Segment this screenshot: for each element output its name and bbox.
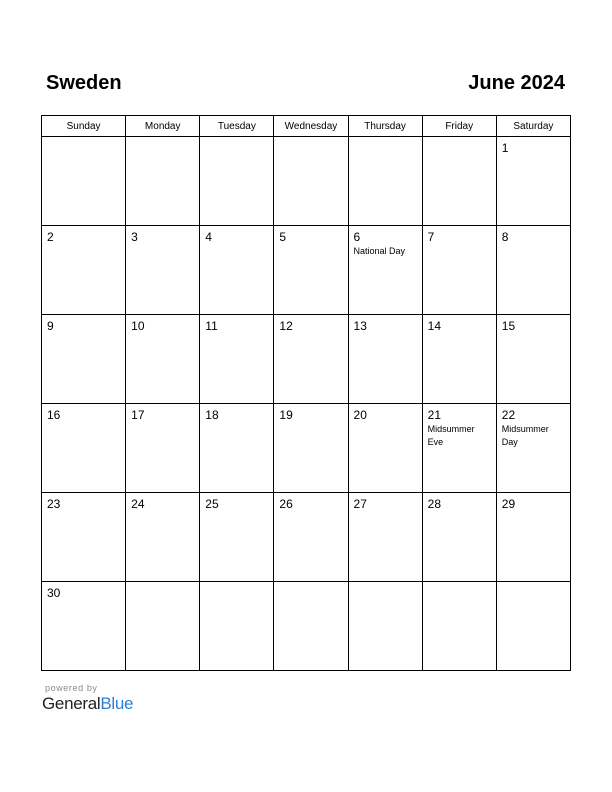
day-number: 19 [279,408,293,422]
weekday-header: Friday [422,116,496,137]
day-cell [496,226,570,315]
weekday-header: Sunday [42,116,126,137]
day-number: 5 [279,230,287,244]
day-number: 16 [47,408,61,422]
day-number: 8 [501,230,509,244]
powered-by-label: powered by [45,683,98,693]
month-year-title: June 2024 [468,72,565,94]
day-cell [126,404,200,493]
day-cell [422,315,496,404]
day-cell [42,137,126,226]
day-number: 15 [501,319,516,333]
day-number: 3 [131,230,138,244]
day-cell [496,404,570,493]
day-cell [200,404,274,493]
day-cell [348,226,422,315]
day-cell [274,315,348,404]
week-row [42,582,571,671]
day-cell [200,493,274,582]
day-number: 26 [279,497,293,511]
day-cell [126,137,200,226]
weekday-header-row [42,116,571,137]
day-cell [126,315,200,404]
week-row [42,137,571,226]
day-number: 21 [427,408,442,422]
day-cell [496,493,570,582]
day-number: 10 [131,319,145,333]
day-cell [422,404,496,493]
day-cell [200,315,274,404]
day-number: 22 [501,408,516,422]
week-row [42,493,571,582]
day-number: 27 [353,497,367,511]
day-number: 28 [427,497,442,511]
day-cell [126,582,200,671]
day-cell [274,137,348,226]
holiday-label: Midsummer Day [501,424,549,447]
holiday-label: National Day [353,246,406,256]
day-number: 2 [47,230,54,244]
day-number: 14 [427,319,442,333]
day-number: 7 [427,230,435,244]
day-cell [422,493,496,582]
day-cell [348,493,422,582]
day-number: 25 [205,497,219,511]
day-cell [126,493,200,582]
day-number: 18 [205,408,219,422]
day-number: 12 [279,319,293,333]
day-cell [42,315,126,404]
day-cell [348,137,422,226]
day-number: 29 [501,497,516,511]
weekday-header: Tuesday [200,116,274,137]
day-number: 6 [353,230,361,244]
day-cell [200,226,274,315]
day-cell [348,404,422,493]
day-cell [274,493,348,582]
day-number: 13 [353,319,367,333]
brand-text-general: General [42,694,101,713]
day-number: 17 [131,408,145,422]
day-number: 1 [501,141,509,155]
weekday-header: Thursday [348,116,422,137]
day-cell [42,582,126,671]
day-number: 23 [47,497,61,511]
day-cell [274,582,348,671]
day-cell [200,137,274,226]
day-cell [422,582,496,671]
day-cell [422,137,496,226]
day-number: 9 [47,319,54,333]
day-cell [200,582,274,671]
day-cell [42,404,126,493]
day-cell [496,137,570,226]
generalblue-logo [42,694,133,714]
day-number: 30 [47,586,61,600]
day-cell [348,582,422,671]
day-number: 20 [353,408,367,422]
brand-text-blue: Blue [100,694,134,713]
week-row [42,404,571,493]
weekday-header: Saturday [496,116,570,137]
day-cell [274,226,348,315]
country-title: Sweden [46,72,122,94]
week-row [42,226,571,315]
holiday-label: Midsummer Eve [427,424,475,447]
day-cell [274,404,348,493]
day-number: 4 [205,230,212,244]
day-cell [496,315,570,404]
day-number: 24 [131,497,145,511]
day-cell [422,226,496,315]
day-cell [42,493,126,582]
calendar-grid [41,115,571,671]
week-row [42,315,571,404]
day-cell [496,582,570,671]
day-cell [42,226,126,315]
day-number: 11 [205,319,218,333]
day-cell [126,226,200,315]
weekday-header: Wednesday [274,116,348,137]
weekday-header: Monday [126,116,200,137]
day-cell [348,315,422,404]
